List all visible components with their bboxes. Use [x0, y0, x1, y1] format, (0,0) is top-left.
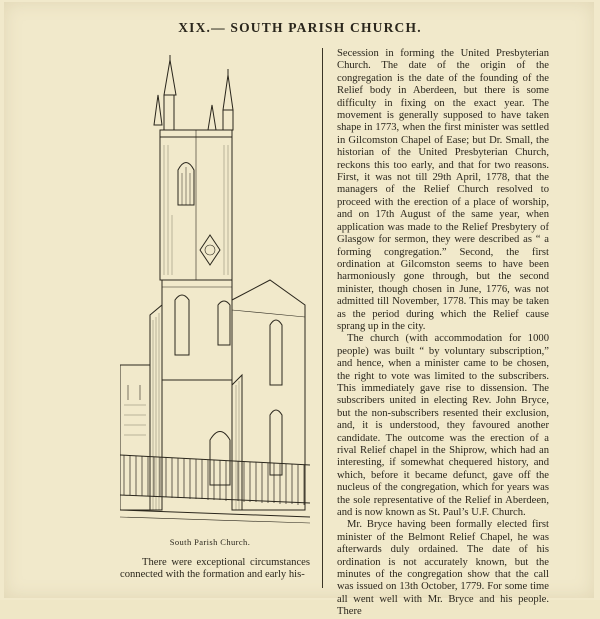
figure-caption: South Parish Church.: [169, 537, 251, 547]
clock-face: [200, 235, 220, 265]
right-text-column: [337, 48, 549, 619]
church-engraving: [120, 55, 310, 525]
railing-posts: [124, 455, 304, 505]
church-illustration: [120, 55, 310, 525]
paragraph-2: The church (with accommodation for 1000 people) was built “ by voluntary subscription,” and hence, when a minister came to be chosen, the right to vote was limited to the subscribers. This immediately gave rise to dissension. The subscribers united in electing Rev. John Bryce, but the non-subscribers resented their exclusion, and, it is understood, they favoured another candidate. The outcome was the erection of a rival Relief chapel in the Shiprow, which had an interesting, if somewhat chequered history, and which, before it became defunct, gave off the nucleus of the congregation, which for years was the sole representative of the Relief in Aberdeen, and is now known as St. Paul’s U.F. Church.: [337, 333, 549, 519]
engraving-hatching: [124, 145, 239, 510]
pinnacle-right: [223, 110, 233, 130]
paragraph-1: Secession in forming the United Presbyterian Church. The date of the origin of the congregation is the date of the founding of the Relief body in Aberdeen, but there is some difficulty in fixing on the exact year. The movement is generally supposed to have taken shape in 1773, when the first minister was settled in Gilcomston Chapel of Ease; but Dr. Small, the historian of the United Presbyterian Church, reckons this too early, and that for two reasons. First, it was not till 29th April, 1778, that the managers of the Relief Church resolved to proceed with the erection of a place of worship, and on 17th August of the same year, when application was made to the Relief Presbytery of Glasgow for sermon, they were described as “ a forming congregation.” Second, the first ordination at Gilcomston seems to have been harmoniously gone through, but the second minister, though chosen in June, 1776, was not admitted till November, 1778. This may be taken as the period during which the Relief cause sprang up in the city.: [337, 48, 549, 332]
side-window: [218, 301, 230, 345]
spire-small-mid: [208, 105, 216, 130]
tower-window-lower: [175, 295, 189, 355]
spire-small-left: [154, 95, 162, 125]
ground-line: [120, 510, 310, 517]
railing-bottom: [120, 495, 310, 503]
ground-line-2: [120, 517, 310, 523]
left-text-column: [120, 557, 310, 582]
left-paragraph: There were exceptional circumstances connected with the formation and early his-: [120, 557, 310, 581]
spire-right: [223, 75, 233, 110]
nave: [232, 280, 305, 510]
buttress-right: [232, 375, 242, 510]
pinnacle-left: [164, 95, 174, 130]
tower-lower: [162, 280, 232, 380]
spire-left: [164, 60, 176, 95]
paragraph-3: Mr. Bryce having been formally elected first minister of the Belmont Relief Chapel, he was afterwards duly ordained. The date of his ordination is not accurately known, but the minutes of the congregation show that the call was issued on 13th October, 1779. For some time all went well with Mr. Bryce and his people. There: [337, 519, 549, 618]
column-divider: [322, 48, 323, 588]
adjacent-house: [120, 365, 150, 510]
page-title: XIX.— SOUTH PARISH CHURCH.: [178, 20, 422, 35]
nave-window-upper: [270, 320, 282, 385]
